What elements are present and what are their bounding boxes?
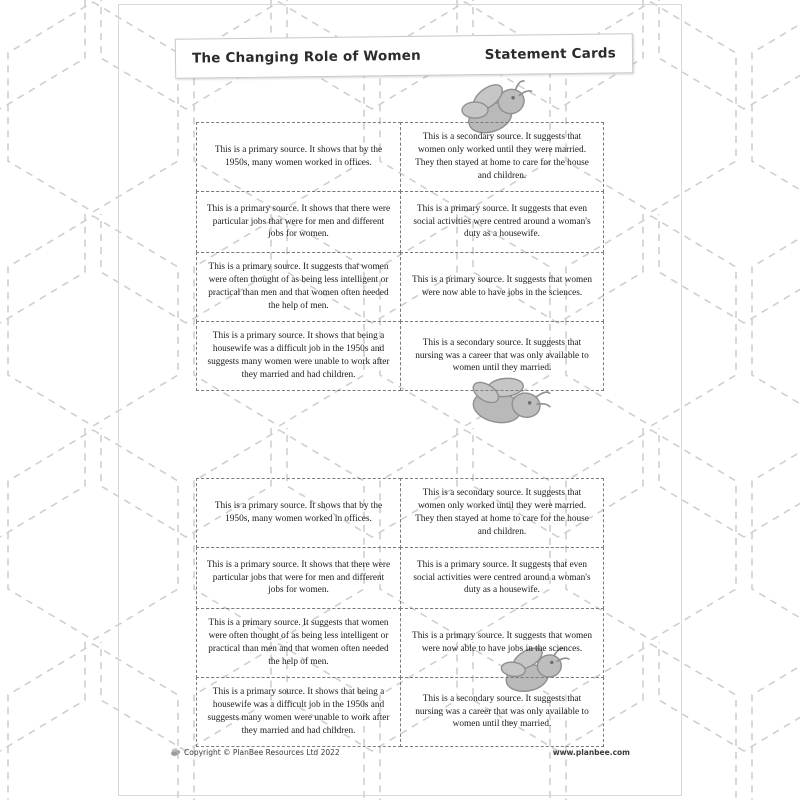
page-title: The Changing Role of Women bbox=[191, 47, 422, 67]
statement-card[interactable]: This is a primary source. It suggests that women were often thought of as being less intelligent or practical than men and that women often needed the help of men. bbox=[196, 252, 401, 322]
statement-card-grid-bottom bbox=[196, 478, 604, 746]
statement-card[interactable]: This is a primary source. It shows that being a housewife was a difficult job in the 1950s and suggests many women were unable to work after they married and had children. bbox=[196, 677, 401, 747]
statement-card-grid-top bbox=[196, 122, 604, 390]
statement-card[interactable]: This is a primary source. It suggests that women were often thought of as being less intelligent or practical than men and that women often needed the help of men. bbox=[196, 608, 401, 678]
statement-card[interactable]: This is a secondary source. It suggests that women only worked until they were married. They then stayed at home to care for the house and children. bbox=[400, 122, 604, 192]
header-banner bbox=[175, 33, 633, 79]
copyright-notice bbox=[170, 748, 340, 757]
copyright-text: Copyright © PlanBee Resources Ltd 2022 bbox=[184, 748, 340, 757]
statement-card[interactable]: This is a primary source. It shows that being a housewife was a difficult job in the 1950s and suggests many women were unable to work after they married and had children. bbox=[196, 321, 401, 391]
statement-card[interactable]: This is a secondary source. It suggests that nursing was a career that was only available to women until they married. bbox=[400, 321, 604, 391]
statement-card[interactable]: This is a primary source. It suggests that even social activities were centred around a woman's duty as a housewife. bbox=[400, 547, 604, 609]
statement-card[interactable]: This is a primary source. It suggests that women were now able to have jobs in the sciences. bbox=[400, 252, 604, 322]
statement-card[interactable]: This is a primary source. It shows that by the 1950s, many women worked in offices. bbox=[196, 122, 401, 192]
statement-card[interactable]: This is a primary source. It shows that by the 1950s, many women worked in offices. bbox=[196, 478, 401, 548]
page-footer bbox=[170, 748, 630, 757]
bee-icon bbox=[170, 748, 181, 757]
statement-card[interactable]: This is a secondary source. It suggests that women only worked until they were married. They then stayed at home to care for the house and children. bbox=[400, 478, 604, 548]
statement-card[interactable]: This is a primary source. It shows that there were particular jobs that were for men and different jobs for women. bbox=[196, 191, 401, 253]
website-link[interactable]: www.planbee.com bbox=[552, 748, 630, 757]
statement-card[interactable]: This is a primary source. It suggests that even social activities were centred around a woman's duty as a housewife. bbox=[400, 191, 604, 253]
statement-card[interactable]: This is a primary source. It shows that there were particular jobs that were for men and different jobs for women. bbox=[196, 547, 401, 609]
statement-card[interactable]: This is a primary source. It suggests that women were now able to have jobs in the sciences. bbox=[400, 608, 604, 678]
statement-card[interactable]: This is a secondary source. It suggests that nursing was a career that was only available to women until they married. bbox=[400, 677, 604, 747]
page-subtitle: Statement Cards bbox=[484, 45, 617, 64]
